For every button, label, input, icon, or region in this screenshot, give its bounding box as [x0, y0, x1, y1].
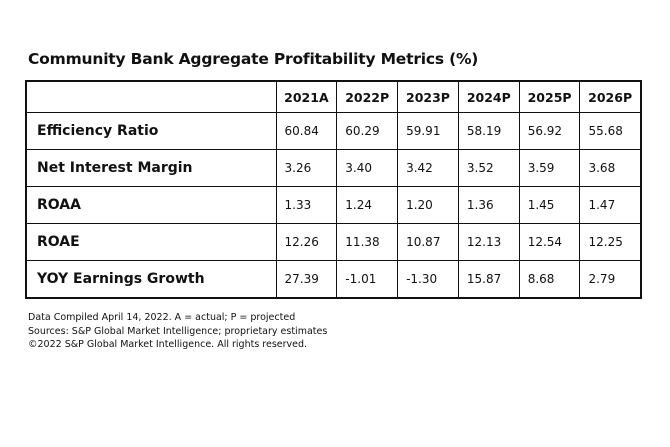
cell-net-interest-margin-2024p: 3.52 [458, 150, 519, 187]
cell-roae-2023p: 10.87 [398, 224, 459, 261]
table-header [26, 81, 641, 113]
cell-roae-2025p: 12.54 [519, 224, 580, 261]
cell-yoy-earnings-growth-2022p: -1.01 [337, 261, 398, 299]
table-header-row [26, 81, 641, 113]
cell-efficiency-ratio-2025p: 56.92 [519, 113, 580, 150]
footnotes [28, 311, 327, 352]
table-row [26, 224, 641, 261]
table-body [26, 113, 641, 299]
row-label-roae: ROAE [26, 224, 276, 261]
cell-yoy-earnings-growth-2023p: -1.30 [398, 261, 459, 299]
cell-roaa-2022p: 1.24 [337, 187, 398, 224]
cell-roaa-2026p: 1.47 [580, 187, 641, 224]
cell-efficiency-ratio-2023p: 59.91 [398, 113, 459, 150]
cell-roae-2024p: 12.13 [458, 224, 519, 261]
cell-net-interest-margin-2022p: 3.40 [337, 150, 398, 187]
row-label-yoy-earnings-growth: YOY Earnings Growth [26, 261, 276, 299]
column-header-2026p: 2026P [580, 81, 641, 113]
cell-roae-2026p: 12.25 [580, 224, 641, 261]
cell-roaa-2023p: 1.20 [398, 187, 459, 224]
cell-net-interest-margin-2026p: 3.68 [580, 150, 641, 187]
cell-yoy-earnings-growth-2025p: 8.68 [519, 261, 580, 299]
row-label-roaa: ROAA [26, 187, 276, 224]
cell-yoy-earnings-growth-2021a: 27.39 [276, 261, 337, 299]
cell-efficiency-ratio-2024p: 58.19 [458, 113, 519, 150]
cell-roae-2022p: 11.38 [337, 224, 398, 261]
column-header-2024p: 2024P [458, 81, 519, 113]
cell-net-interest-margin-2025p: 3.59 [519, 150, 580, 187]
cell-net-interest-margin-2021a: 3.26 [276, 150, 337, 187]
metrics-table-wrapper [25, 80, 640, 299]
cell-yoy-earnings-growth-2026p: 2.79 [580, 261, 641, 299]
column-header-2022p: 2022P [337, 81, 398, 113]
cell-roaa-2021a: 1.33 [276, 187, 337, 224]
cell-efficiency-ratio-2022p: 60.29 [337, 113, 398, 150]
table-row [26, 187, 641, 224]
table-row [26, 150, 641, 187]
column-header-2023p: 2023P [398, 81, 459, 113]
cell-roae-2021a: 12.26 [276, 224, 337, 261]
row-label-net-interest-margin: Net Interest Margin [26, 150, 276, 187]
column-header-2025p: 2025P [519, 81, 580, 113]
cell-yoy-earnings-growth-2024p: 15.87 [458, 261, 519, 299]
cell-efficiency-ratio-2026p: 55.68 [580, 113, 641, 150]
column-header-metric [26, 81, 276, 113]
cell-net-interest-margin-2023p: 3.42 [398, 150, 459, 187]
page-title: Community Bank Aggregate Profitability Metrics (%) [28, 50, 479, 68]
row-label-efficiency-ratio: Efficiency Ratio [26, 113, 276, 150]
table-row [26, 113, 641, 150]
cell-efficiency-ratio-2021a: 60.84 [276, 113, 337, 150]
footnote-data-compiled: Data Compiled April 14, 2022. A = actual; P = projected [28, 312, 296, 323]
footnote-copyright: ©2022 S&P Global Market Intelligence. All rights reserved. [28, 339, 308, 350]
column-header-2021a: 2021A [276, 81, 337, 113]
footnote-sources: Sources: S&P Global Market Intelligence; proprietary estimates [28, 325, 328, 337]
cell-roaa-2025p: 1.45 [519, 187, 580, 224]
metrics-table [25, 80, 642, 299]
table-row [26, 261, 641, 299]
cell-roaa-2024p: 1.36 [458, 187, 519, 224]
